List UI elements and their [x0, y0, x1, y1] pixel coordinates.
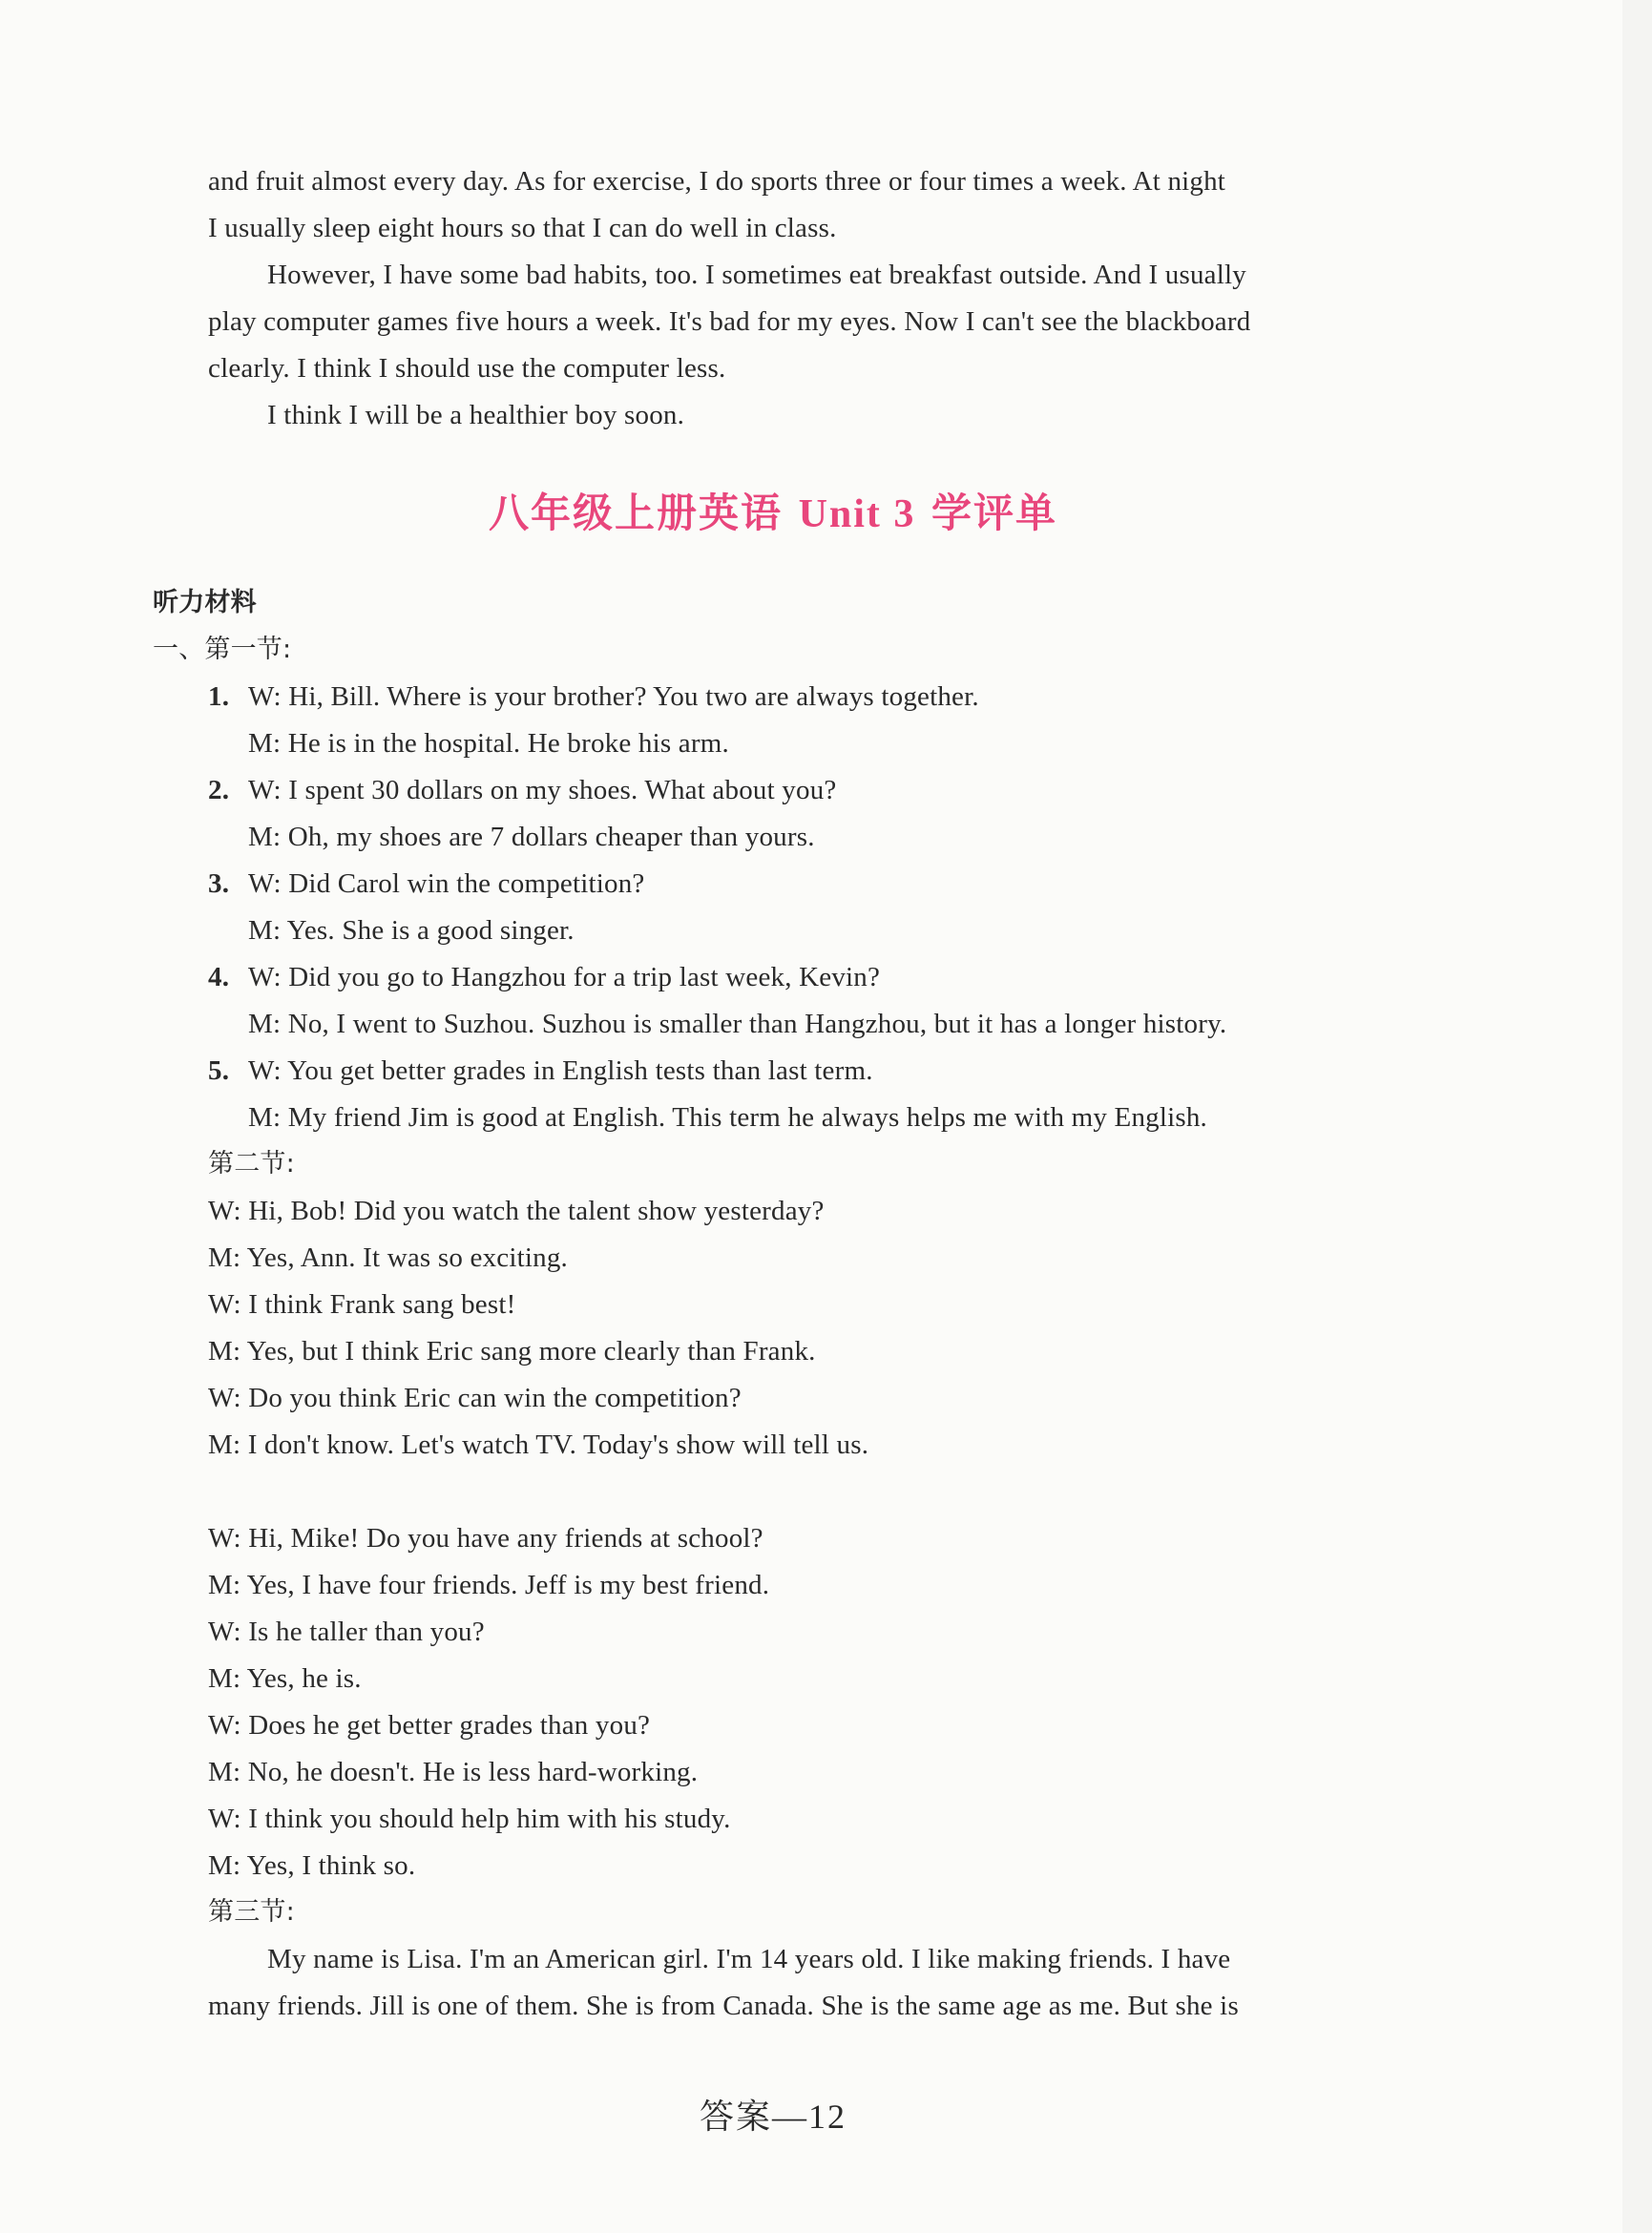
item-man-line: M: Yes. She is a good singer. [248, 915, 575, 946]
part3-heading: 第三节: [208, 1897, 295, 1927]
part3-line-1: My name is Lisa. I'm an American girl. I'm 14 years old. I like making friends. I have [267, 1944, 1231, 1974]
part3-line-2: many friends. Jill is one of them. She is from Canada. She is the same age as me. But she is [208, 1991, 1239, 2021]
part1-heading: 一、第一节: [153, 635, 292, 664]
dialog-b-line: W: Does he get better grades than you? [208, 1710, 651, 1741]
intro-line-6: I think I will be a healthier boy soon. [267, 400, 685, 430]
dialog-a-line: W: I think Frank sang best! [208, 1289, 516, 1320]
intro-line-3: However, I have some bad habits, too. I sometimes eat breakfast outside. And I usually [267, 260, 1246, 290]
item-man-line: M: No, I went to Suzhou. Suzhou is smaller than Hangzhou, but it has a longer history. [248, 1009, 1227, 1039]
item-woman-line: W: Did you go to Hangzhou for a trip last week, Kevin? [248, 962, 881, 992]
page-number: 答案—12 [699, 2097, 847, 2136]
dialog-b-line: M: Yes, I think so. [208, 1850, 416, 1881]
dialog-b-line: M: Yes, he is. [208, 1663, 362, 1694]
dialog-b-line: M: Yes, I have four friends. Jeff is my best friend. [208, 1570, 770, 1600]
item-woman-line: W: You get better grades in English tests than last term. [248, 1055, 873, 1086]
section-title-unit: Unit 3 [798, 492, 916, 536]
item-number: 2. [208, 775, 230, 805]
section-title-suffix: 学评单 [915, 490, 1058, 536]
dialog-a-line: M: Yes, but I think Eric sang more clearly than Frank. [208, 1336, 816, 1367]
dialog-b-line: M: No, he doesn't. He is less hard-working. [208, 1757, 699, 1787]
dialog-b-line: W: Hi, Mike! Do you have any friends at school? [208, 1523, 763, 1554]
intro-line-2: I usually sleep eight hours so that I can do well in class. [208, 213, 837, 243]
item-woman-line: W: Did Carol win the competition? [248, 868, 645, 899]
item-number: 5. [208, 1055, 230, 1086]
intro-line-4: play computer games five hours a week. It's bad for my eyes. Now I can't see the blackboard [208, 306, 1251, 337]
listening-heading: 听力材料 [153, 588, 257, 617]
item-number: 4. [208, 962, 230, 992]
item-woman-line: W: Hi, Bill. Where is your brother? You two are always together. [248, 681, 979, 712]
part2-heading: 第二节: [208, 1149, 295, 1179]
dialog-b-line: W: Is he taller than you? [208, 1617, 485, 1647]
dialog-b-line: W: I think you should help him with his study. [208, 1804, 731, 1834]
section-title-prefix: 八年级上册英语 [488, 490, 799, 536]
dialog-a-line: M: Yes, Ann. It was so exciting. [208, 1242, 568, 1273]
dialog-a-line: W: Hi, Bob! Did you watch the talent show yesterday? [208, 1196, 825, 1226]
item-number: 1. [208, 681, 230, 712]
dialog-a-line: M: I don't know. Let's watch TV. Today's show will tell us. [208, 1430, 869, 1460]
item-number: 3. [208, 868, 230, 899]
item-man-line: M: My friend Jim is good at English. This term he always helps me with my English. [248, 1102, 1208, 1133]
item-woman-line: W: I spent 30 dollars on my shoes. What about you? [248, 775, 837, 805]
dialog-a-line: W: Do you think Eric can win the competition? [208, 1383, 742, 1413]
intro-line-1: and fruit almost every day. As for exercise, I do sports three or four times a week. At night [208, 166, 1226, 197]
item-man-line: M: He is in the hospital. He broke his arm. [248, 728, 729, 759]
item-man-line: M: Oh, my shoes are 7 dollars cheaper than yours. [248, 822, 815, 852]
section-title [0, 482, 1546, 539]
intro-line-5: clearly. I think I should use the computer less. [208, 353, 726, 384]
